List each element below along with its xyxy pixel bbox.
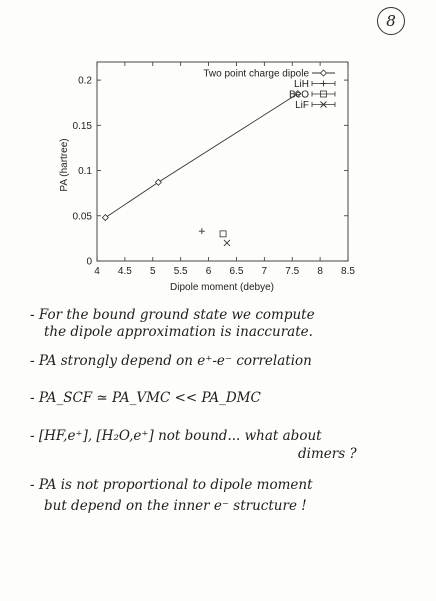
x-tick-label: 6.5 xyxy=(229,266,244,277)
x-tick-label: 4 xyxy=(94,266,100,277)
note-line-8: but depend on the inner e⁻ structure ! xyxy=(44,498,307,514)
page-number: 8 xyxy=(377,7,405,35)
note-line-4: - PA_SCF ≃ PA_VMC << PA_DMC xyxy=(30,390,261,406)
x-tick-label: 8.5 xyxy=(341,266,355,277)
legend-label: LiF xyxy=(295,100,309,111)
legend-label: Two point charge dipole xyxy=(203,68,309,80)
x-tick-label: 5.5 xyxy=(173,266,188,277)
data-point xyxy=(224,240,230,246)
data-point xyxy=(199,228,205,234)
note-line-7: - PA is not proportional to dipole moment xyxy=(30,477,313,493)
y-tick-label: 0.2 xyxy=(78,75,92,87)
data-point xyxy=(220,231,226,237)
note-line-3: - PA strongly depend on e⁺-e⁻ correlation xyxy=(30,353,312,369)
legend xyxy=(203,69,335,112)
x-axis-label: Dipole moment (debye) xyxy=(170,282,274,293)
pa-vs-dipole-chart xyxy=(0,0,436,300)
x-tick-label: 5 xyxy=(149,266,156,277)
y-tick-label: 0.15 xyxy=(72,120,92,132)
note-line-5: - [HF,e⁺], [H₂O,e⁺] not bound... what about xyxy=(30,428,322,444)
x-tick-label: 4.5 xyxy=(117,266,132,277)
y-tick-label: 0.05 xyxy=(72,211,92,223)
legend-errorbar xyxy=(312,92,335,97)
data-point xyxy=(155,179,161,185)
note-line-6: dimers ? xyxy=(298,446,357,462)
series-line xyxy=(105,94,297,218)
legend-label: BeO xyxy=(288,89,309,101)
data-point xyxy=(102,215,108,221)
y-axis-label: PA (hartree) xyxy=(59,138,70,192)
x-tick-label: 7.5 xyxy=(285,266,300,277)
note-line-1: - For the bound ground state we compute xyxy=(30,307,315,323)
x-tick-label: 6 xyxy=(205,266,212,277)
legend-marker xyxy=(321,70,327,76)
legend-marker xyxy=(321,81,327,87)
series-layer xyxy=(102,91,300,246)
x-tick-label: 8 xyxy=(317,266,323,277)
x-tick-label: 7 xyxy=(261,266,268,277)
y-tick-label: 0 xyxy=(86,256,92,268)
note-line-2: the dipole approximation is inaccurate. xyxy=(44,324,313,340)
y-tick-label: 0.1 xyxy=(78,166,92,178)
legend-label: LiH xyxy=(293,79,309,90)
